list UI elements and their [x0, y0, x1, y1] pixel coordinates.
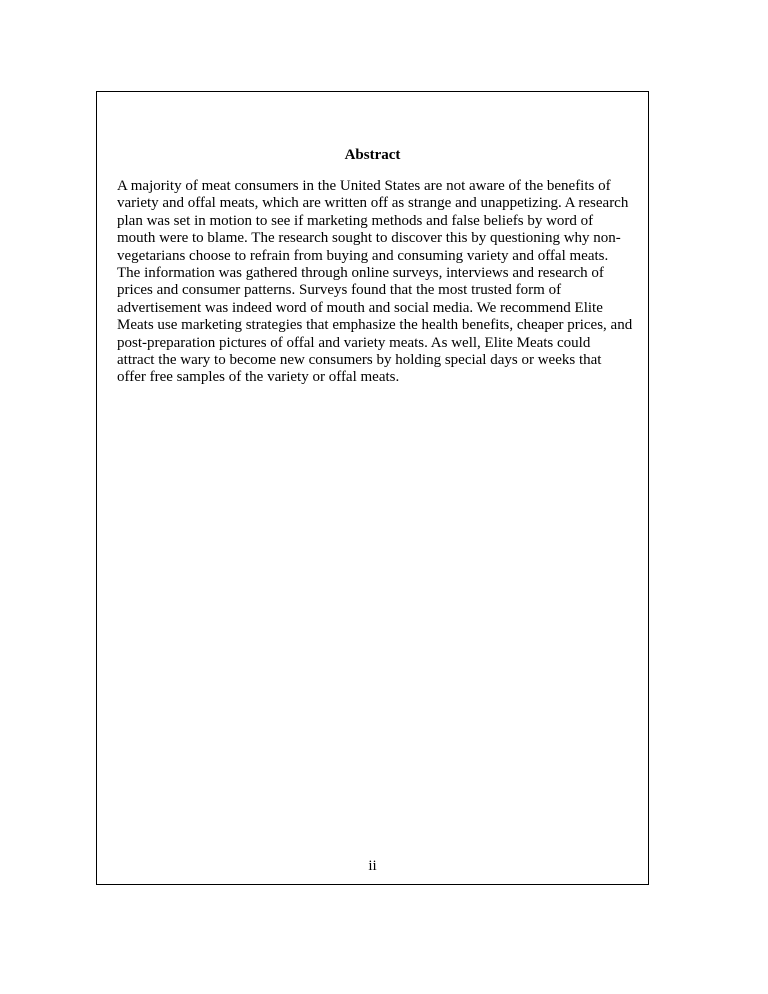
page-frame: [96, 91, 649, 885]
abstract-line: The information was gathered through online surveys, interviews and research of: [117, 265, 604, 282]
abstract-line: variety and offal meats, which are written off as strange and unappetizing. A research: [117, 195, 629, 212]
abstract-line: mouth were to blame. The research sought to discover this by questioning why non-: [117, 230, 621, 247]
abstract-line: offer free samples of the variety or offal meats.: [117, 369, 400, 386]
abstract-heading: Abstract: [344, 147, 401, 163]
abstract-line: post-preparation pictures of offal and variety meats. As well, Elite Meats could: [117, 334, 591, 351]
abstract-line: attract the wary to become new consumers by holding special days or weeks that: [117, 352, 602, 369]
abstract-line: advertisement was indeed word of mouth and social media. We recommend Elite: [117, 299, 603, 316]
page-number: ii: [368, 858, 377, 874]
abstract-line: plan was set in motion to see if marketing methods and false beliefs by word of: [117, 212, 594, 229]
abstract-line: A majority of meat consumers in the United States are not aware of the benefits of: [117, 178, 611, 194]
abstract-paragraph: [117, 178, 637, 387]
abstract-line: prices and consumer patterns. Surveys found that the most trusted form of: [117, 282, 562, 299]
abstract-line: vegetarians choose to refrain from buying and consuming variety and offal meats.: [117, 247, 609, 264]
abstract-line: Meats use marketing strategies that emphasize the health benefits, cheaper prices, and: [117, 317, 633, 334]
